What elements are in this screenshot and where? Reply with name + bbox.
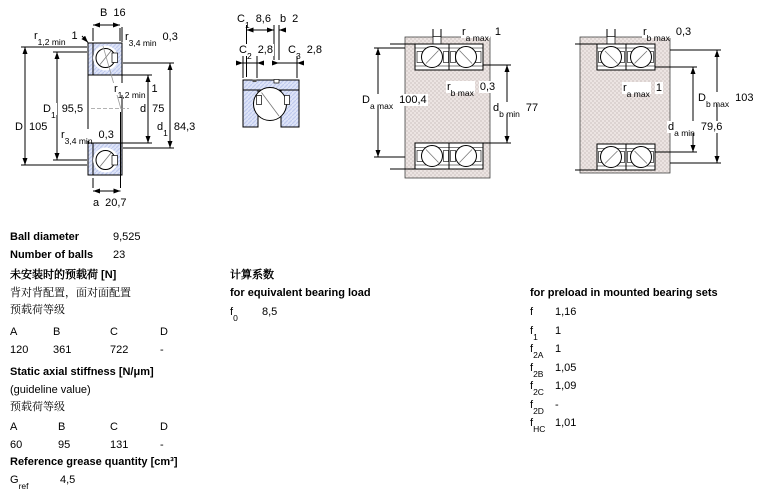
stiffness-col-c: C [110, 421, 118, 433]
dim-label-Da-max: $D_{a max}$ 100,4 [362, 94, 427, 111]
preload-val-b: 361 [53, 344, 72, 356]
factor-value-f1: 1 [555, 325, 562, 337]
dim-label-r34-mid: $r_{3,4 min}$ 0,3 [61, 129, 114, 146]
dim-label-d1: $d_1$ 84,3 [157, 121, 196, 138]
calc-factors-title: 计算系数 [230, 269, 274, 281]
f0-value: 8,5 [262, 306, 278, 318]
stiffness-val-a: 60 [10, 439, 23, 451]
factor-value-fhc: 1,01 [555, 417, 577, 429]
dim-label-C3: $C_3$ 2,8 [288, 44, 322, 61]
dim-label-r12-top: $r_{1,2 min}$ 1 [34, 30, 78, 47]
dim-label-b-groove: b 2 [280, 13, 299, 25]
grease-title: Reference grease quantity [cm³] [10, 456, 178, 468]
number-of-balls-value: 23 [113, 249, 126, 261]
stiffness-subtitle: (guideline value) [10, 384, 91, 396]
stiffness-class-label: 预载荷等级 [10, 401, 65, 413]
ball-diameter-label: Ball diameter [10, 231, 80, 243]
factor-value-f2a: 1 [555, 343, 562, 355]
dim-label-da-min: $d_{a min}$ 79,6 [668, 121, 723, 138]
factor-symbol-fhc: $f_{HC}$ [530, 417, 546, 434]
grease-symbol: $G_{ref}$ [10, 474, 29, 491]
equivalent-load-title: for equivalent bearing load [230, 287, 371, 299]
dim-label-r12-mid: $r_{1,2 min}$ 1 [114, 83, 158, 100]
preload-unmounted-title: 未安装时的预载荷 [N] [10, 269, 117, 281]
dim-label-a: a 20,7 [93, 197, 127, 209]
factor-value-f2c: 1,09 [555, 380, 577, 392]
dim-label-ra-fig3: $r_{a max}$ 1 [462, 26, 501, 43]
dim-label-B: B 16 [100, 7, 126, 19]
factor-symbol-f: f [530, 306, 534, 318]
preload-col-d: D [160, 326, 168, 338]
preload-val-c: 722 [110, 344, 129, 356]
dim-label-r34-top: $r_{3,4 min}$ 0,3 [125, 31, 178, 48]
dim-label-D1: $D_1$ 95,5 [43, 103, 84, 120]
fig2-groove-b [274, 80, 279, 84]
factor-symbol-f2a: $f_{2A}$ [530, 343, 544, 360]
stiffness-col-b: B [58, 421, 66, 433]
number-of-balls-label: Number of balls [10, 249, 94, 261]
preload-factors-title: for preload in mounted bearing sets [530, 287, 718, 299]
factor-symbol-f2c: $f_{2C}$ [530, 380, 544, 397]
preload-class-label: 预载荷等级 [10, 304, 65, 316]
preload-unmounted-subtitle: 背对背配置，面对面配置 [10, 287, 131, 299]
fig1-leader-r12 [82, 36, 88, 43]
factor-value-f2b: 1,05 [555, 362, 577, 374]
factor-symbol-f1: $f_1$ [530, 325, 538, 342]
fig2-ring-detail-drawing [236, 25, 304, 127]
preload-col-b: B [53, 326, 61, 338]
stiffness-title: Static axial stiffness [N/μm] [10, 366, 154, 378]
preload-val-a: 120 [10, 344, 29, 356]
factor-value-f2d: - [555, 399, 559, 411]
f0-symbol: $f_0$ [230, 306, 238, 323]
factor-symbol-f2d: $f_{2D}$ [530, 399, 544, 416]
dim-label-Db-max: $D_{b max}$ 103 [698, 92, 754, 109]
grease-value: 4,5 [60, 474, 76, 486]
dim-label-d: d 75 [140, 103, 165, 115]
dim-label-db-min: $d_{b min}$ 77 [493, 102, 539, 119]
stiffness-col-a: A [10, 421, 18, 433]
dim-label-C1: $C_1$ 8,6 [237, 13, 271, 30]
preload-val-d: - [160, 344, 164, 356]
preload-col-c: C [110, 326, 118, 338]
dim-label-C2: $C_2$ 2,8 [239, 44, 273, 61]
stiffness-val-b: 95 [58, 439, 71, 451]
dim-label-D: D 105 [15, 121, 48, 133]
stiffness-val-c: 131 [110, 439, 129, 451]
dim-label-rb-fig4: $r_{b max}$ 0,3 [643, 26, 692, 43]
dim-label-rb-fig3: $r_{b max}$ 0,3 [447, 81, 496, 98]
ball-diameter-value: 9,525 [113, 231, 141, 243]
dim-label-ra-fig4: $r_{a max}$ 1 [623, 82, 662, 99]
stiffness-col-d: D [160, 421, 168, 433]
stiffness-val-d: - [160, 439, 164, 451]
factor-symbol-f2b: $f_{2B}$ [530, 362, 544, 379]
factor-value-f: 1,16 [555, 306, 577, 318]
preload-col-a: A [10, 326, 18, 338]
